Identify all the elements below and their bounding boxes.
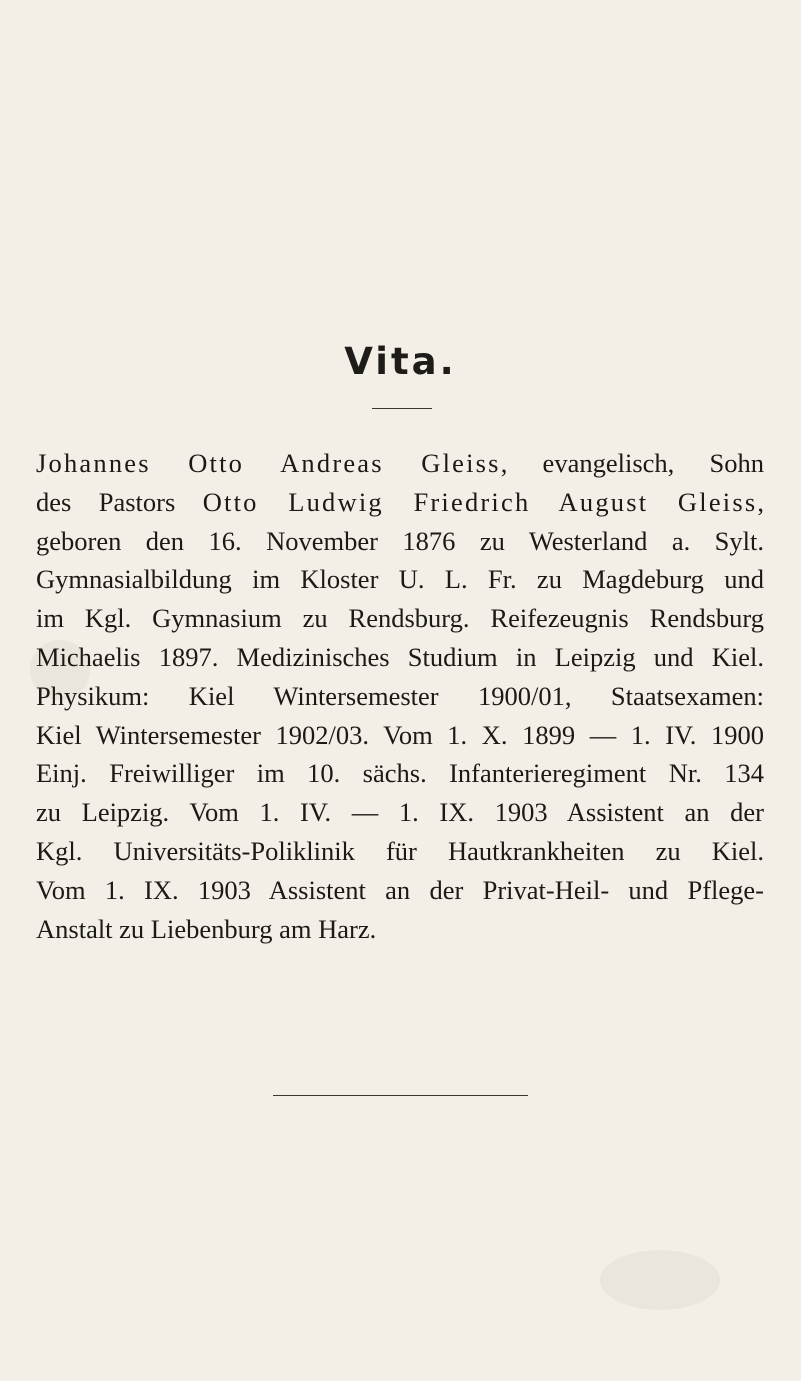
title-divider [372, 408, 432, 409]
text-segment: zu Leipzig. Vom 1. IV. — 1. IX. 1903 Assistent an der [36, 797, 764, 828]
text-segment: Anstalt zu Liebenburg am Harz. [36, 913, 377, 944]
text-segment: Gymnasialbildung im Kloster U. L. Fr. zu Magdeburg und [36, 564, 764, 595]
spaced-name: Johannes Otto Andreas Gleiss [36, 448, 501, 478]
text-line [36, 560, 764, 599]
text-segment: geboren den 16. November 1876 zu Westerland a. Sylt. [36, 525, 764, 556]
text-segment: Physikum: Kiel Wintersemester 1900/01, Staatsexamen: [36, 680, 764, 711]
text-line [36, 599, 764, 638]
text-line [36, 677, 764, 716]
text-segment: Vom 1. IX. 1903 Assistent an der Privat-Heil- und Pflege- [36, 874, 764, 905]
closing-divider [273, 1095, 528, 1096]
text-segment: im Kgl. Gymnasium zu Rendsburg. Reifezeugnis Rendsburg [36, 603, 764, 634]
text-line [36, 910, 764, 949]
text-line [36, 638, 764, 677]
text-segment: des Pastors [36, 486, 203, 517]
document-title: Vita. [344, 340, 457, 383]
text-line [36, 716, 764, 755]
text-segment: Kgl. Universitäts-Poliklinik für Hautkrankheiten zu Kiel. [36, 835, 764, 866]
text-segment: , [757, 486, 764, 517]
text-line [36, 483, 764, 522]
vita-paragraph [36, 444, 764, 948]
text-segment: Michaelis 1897. Medizinisches Studium in Leipzig und Kiel. [36, 641, 764, 672]
spaced-name: Otto Ludwig Friedrich August Gleiss [202, 486, 758, 517]
text-line [36, 832, 764, 871]
text-line [36, 871, 764, 910]
text-line [36, 793, 764, 832]
text-segment: , evangelisch, Sohn [500, 448, 764, 478]
text-line [36, 522, 764, 561]
paper-stain [600, 1250, 720, 1310]
text-segment: Kiel Wintersemester 1902/03. Vom 1. X. 1899 — 1. IV. 1900 [36, 719, 764, 750]
text-line [36, 754, 764, 793]
text-segment: Einj. Freiwilliger im 10. sächs. Infanterieregiment Nr. 134 [36, 758, 764, 789]
text-line [36, 444, 764, 483]
